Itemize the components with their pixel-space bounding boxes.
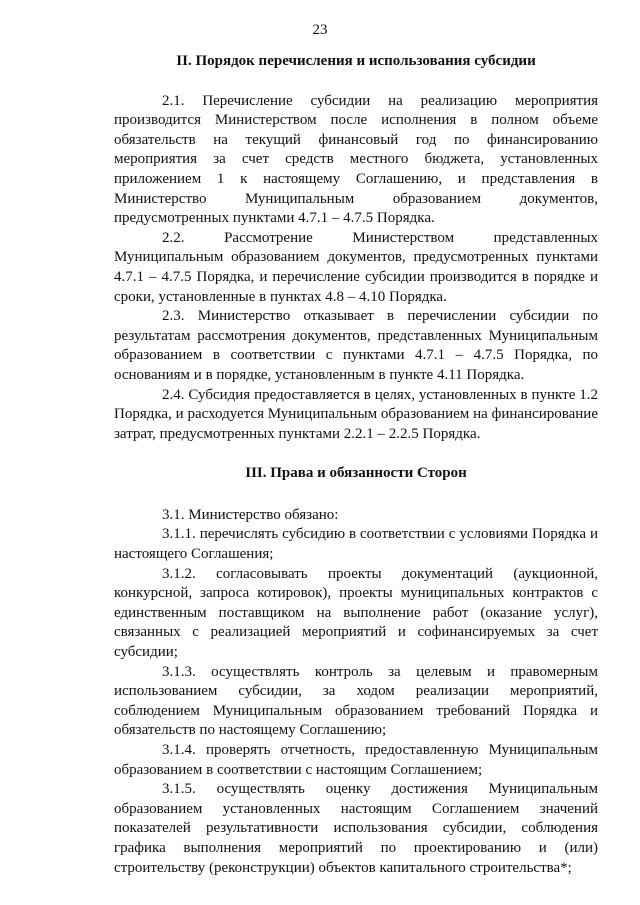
paragraph-2-2: 2.2. Рассмотрение Министерством представленных Муниципальным образованием документов, предусмотренных пунктами 4.7.1 – 4.7.5 Порядка, и перечисление субсидии производится в порядке и сроки, установленные в пунктах 4.8 – 4.10 Порядка. xyxy=(114,229,598,305)
paragraph-3-1-2: 3.1.2. согласовывать проекты документаций (аукционной, конкурсной, запроса котировок), проекты муниципальных контрактов с единственным поставщиком на выполнение работ (оказание услуг), связанных с реализацией мероприятий и софинансируемых за счет субсидии; xyxy=(114,565,598,661)
paragraph-2-4: 2.4. Субсидия предоставляется в целях, установленных в пункте 1.2 Порядка, и расходуется Муниципальным образованием на финансирование затрат, предусмотренных пунктами 2.2.1 – 2.2.5 Порядка. xyxy=(114,386,598,442)
paragraph-2-1: 2.1. Перечисление субсидии на реализацию мероприятия производится Министерством после исполнения в полном объеме обязательств на текущий финансовый год по финансированию мероприятия за счет средств местного бюджета, установленных приложением 1 к настоящему Соглашению, и представления в Министерство Муниципальным образованием документов, предусмотренных пунктами 4.7.1 – 4.7.5 Порядка. xyxy=(114,92,598,227)
section-heading-3: III. Права и обязанности Сторон xyxy=(245,465,467,482)
section-heading-2: II. Порядок перечисления и использования субсидии xyxy=(176,53,536,69)
paragraph-3-1-4: 3.1.4. проверять отчетность, предоставленную Муниципальным образованием в соответствии с настоящим Соглашением; xyxy=(114,742,598,778)
paragraph-3-1-5: 3.1.5. осуществлять оценку достижения Муниципальным образованием установленных настоящим Соглашением значений показателей результативности использования субсидии, соблюдения графика выполнения мероприятий по проектированию и (или) строительству (реконструкции) объектов капитального строительства*; xyxy=(114,781,598,876)
page-number: 23 xyxy=(312,22,328,38)
paragraph-2-3: 2.3. Министерство отказывает в перечислении субсидии по результатам рассмотрения документов, представленных Муниципальным образованием в соответствии с пунктами 4.7.1 – 4.7.5 Порядка, по основаниям и в порядке, установленным в пункте 4.11 Порядка. xyxy=(114,308,598,383)
document-body xyxy=(114,52,598,878)
paragraph-3-1-1: 3.1.1. перечислять субсидию в соответствии с условиями Порядка и настоящего Соглашения; xyxy=(114,526,598,563)
paragraph-3-1: 3.1. Министерство обязано: xyxy=(162,506,339,523)
paragraph-3-1-3: 3.1.3. осуществлять контроль за целевым и правомерным использованием субсидии, за ходом реализации мероприятий, соблюдением Муниципальным образованием требований Порядка и обязательств по настоящему Соглашению; xyxy=(114,663,598,739)
